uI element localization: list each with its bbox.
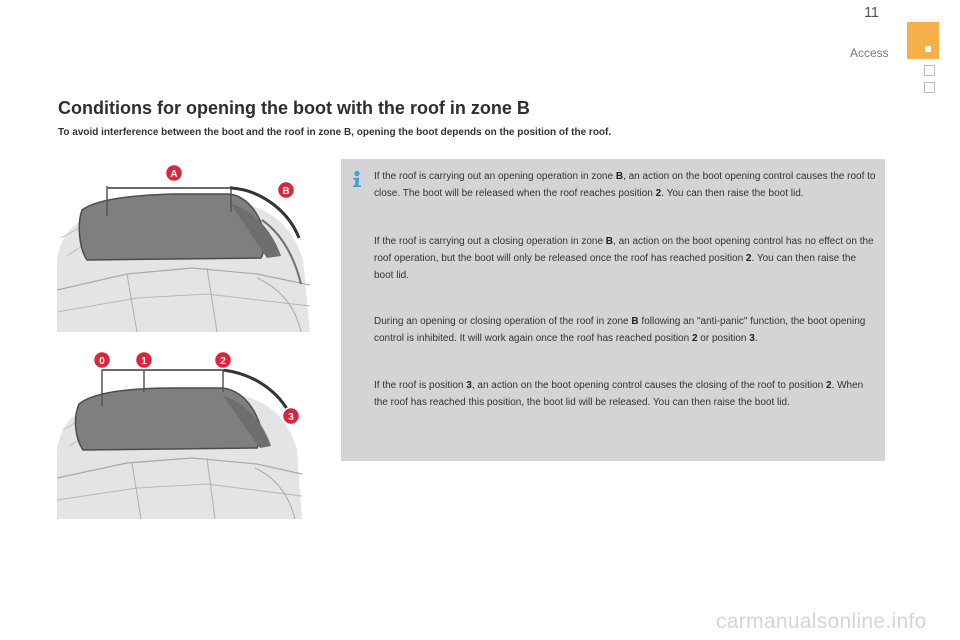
label-2-marker: [215, 352, 232, 369]
section-tab: [907, 22, 939, 59]
car-roof-positions-illustration: [57, 348, 302, 519]
label-3-marker: [283, 408, 300, 425]
label-0-marker: [94, 352, 111, 369]
page-title: Conditions for opening the boot with the roof in zone B: [58, 98, 530, 118]
page-subtitle: To avoid interference between the boot and the roof in zone B, opening the boot depends on the position of the roof.: [58, 127, 612, 138]
svg-text:0: 0: [99, 356, 105, 367]
info-paragraph: If the roof is position 3, an action on the boot opening control causes the closing of the roof to position 2. When the roof has reached this position, the boot lid will be released. You can then raise the boot lid.: [374, 380, 864, 408]
svg-text:2: 2: [220, 356, 226, 367]
car-roof-zone-a-b-illustration: [57, 160, 310, 332]
info-paragraph: If the roof is carrying out a closing operation in zone B, an action on the boot opening control has no effect on the roof operation, but the boot will only be released once the roof has reached position 2. You can then raise the boot lid.: [374, 236, 874, 281]
label-a-marker: [166, 165, 183, 182]
label-1-marker: [136, 352, 153, 369]
watermark: carmanualsonline.info: [716, 610, 927, 633]
section-label: Access: [850, 46, 889, 60]
nav-box: [924, 65, 935, 76]
info-panel: [341, 159, 885, 461]
info-paragraph: If the roof is carrying out an opening operation in zone B, an action on the boot opening control causes the roof to close. The boot will be released when the roof reaches position 2. You can then raise the boot lid.: [374, 171, 876, 199]
page-number: 11: [864, 4, 879, 21]
svg-text:B: B: [282, 186, 290, 197]
svg-text:3: 3: [288, 412, 294, 423]
label-b-marker: [278, 182, 295, 199]
svg-text:1: 1: [141, 356, 147, 367]
svg-text:A: A: [170, 169, 178, 180]
info-icon: [350, 170, 364, 188]
info-paragraph: During an opening or closing operation of the roof in zone B following an "anti-panic" function, the boot opening control is inhibited. It will work again once the roof has reached position 2 or position 3.: [374, 316, 866, 344]
nav-box: [924, 82, 935, 93]
